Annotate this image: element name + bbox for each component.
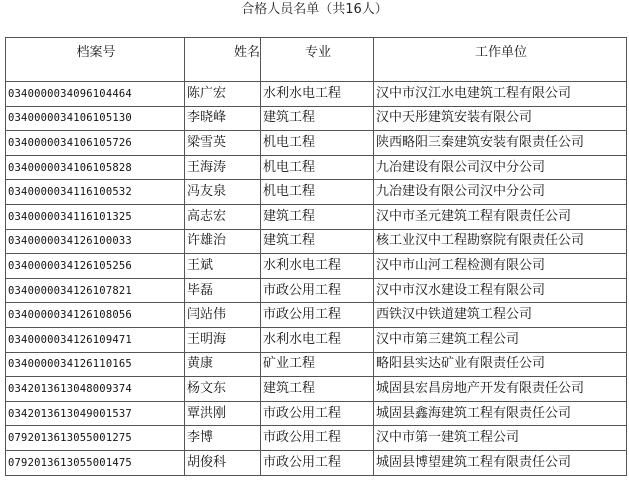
major-cell: 建筑工程 [261,229,374,254]
name-cell: 杨文东 [185,377,261,402]
employer-cell: 九冶建设有限公司汉中分公司 [374,155,627,180]
name-cell: 毕磊 [185,278,261,303]
employer-cell: 汉中市汉水建设工程有限公司 [374,278,627,303]
major-cell: 机电工程 [261,155,374,180]
file-number-cell: 0340000034106105828 [6,155,185,180]
file-number-cell: 0792013613055001275 [6,426,185,451]
name-cell: 胡俊科 [185,450,261,475]
major-cell: 建筑工程 [261,377,374,402]
table-body [6,82,627,476]
table-row [6,155,627,180]
table-row [6,106,627,131]
table-row [6,131,627,156]
table-row [6,278,627,303]
major-cell: 水利水电工程 [261,82,374,107]
header-employer: 工作单位 [374,38,627,82]
file-number-cell: 0340000034106105726 [6,131,185,156]
table-row [6,327,627,352]
file-number-cell: 0342013613048009374 [6,377,185,402]
employer-cell: 略阳县实达矿业有限责任公司 [374,352,627,377]
name-cell: 王明海 [185,327,261,352]
employer-cell: 汉中市第三建筑工程公司 [374,327,627,352]
header-name: 姓名 [185,38,261,82]
qualified-personnel-table [5,37,627,476]
employer-cell: 汉中市圣元建筑工程有限责任公司 [374,204,627,229]
table-row [6,254,627,279]
table-row [6,229,627,254]
major-cell: 市政公用工程 [261,303,374,328]
file-number-cell: 0792013613055001475 [6,450,185,475]
file-number-cell: 0340000034126108056 [6,303,185,328]
employer-cell: 城固县鑫海建筑工程有限责任公司 [374,401,627,426]
major-cell: 机电工程 [261,131,374,156]
file-number-cell: 0340000034116101325 [6,204,185,229]
name-cell: 许雄治 [185,229,261,254]
employer-cell: 陕西略阳三秦建筑安装有限责任公司 [374,131,627,156]
table-header-row [6,38,627,82]
major-cell: 市政公用工程 [261,426,374,451]
employer-cell: 九冶建设有限公司汉中分公司 [374,180,627,205]
employer-cell: 汉中市第一建筑工程公司 [374,426,627,451]
table-row [6,204,627,229]
file-number-cell: 0342013613049001537 [6,401,185,426]
file-number-cell: 0340000034116100532 [6,180,185,205]
table-row [6,352,627,377]
header-major: 专业 [261,38,374,82]
table-row [6,450,627,475]
table-row [6,426,627,451]
name-cell: 陈广宏 [185,82,261,107]
name-cell: 李晓峰 [185,106,261,131]
name-cell: 黄康 [185,352,261,377]
file-number-cell: 0340000034126109471 [6,327,185,352]
file-number-cell: 0340000034126107821 [6,278,185,303]
major-cell: 机电工程 [261,180,374,205]
major-cell: 市政公用工程 [261,401,374,426]
table-row [6,82,627,107]
name-cell: 李博 [185,426,261,451]
name-cell: 王海涛 [185,155,261,180]
major-cell: 建筑工程 [261,106,374,131]
employer-cell: 汉中市汉江水电建筑工程有限公司 [374,82,627,107]
file-number-cell: 0340000034106105130 [6,106,185,131]
major-cell: 矿业工程 [261,352,374,377]
employer-cell: 汉中天彤建筑安装有限公司 [374,106,627,131]
table-row [6,401,627,426]
major-cell: 市政公用工程 [261,278,374,303]
name-cell: 冯友泉 [185,180,261,205]
file-number-cell: 0340000034126100033 [6,229,185,254]
employer-cell: 核工业汉中工程勘察院有限责任公司 [374,229,627,254]
file-number-cell: 0340000034096104464 [6,82,185,107]
table-row [6,377,627,402]
name-cell: 闫站伟 [185,303,261,328]
employer-cell: 城固县宏昌房地产开发有限责任公司 [374,377,627,402]
major-cell: 水利水电工程 [261,254,374,279]
name-cell: 王斌 [185,254,261,279]
major-cell: 市政公用工程 [261,450,374,475]
employer-cell: 汉中市山河工程检测有限公司 [374,254,627,279]
employer-cell: 西铁汉中铁道建筑工程公司 [374,303,627,328]
employer-cell: 城固县博望建筑工程有限责任公司 [374,450,627,475]
name-cell: 覃洪刚 [185,401,261,426]
page-title: 合格人员名单（共16人） [241,2,388,17]
major-cell: 建筑工程 [261,204,374,229]
table-row [6,180,627,205]
name-cell: 高志宏 [185,204,261,229]
table-row [6,303,627,328]
major-cell: 水利水电工程 [261,327,374,352]
file-number-cell: 0340000034126105256 [6,254,185,279]
header-file-number: 档案号 [6,38,185,82]
name-cell: 梁雪英 [185,131,261,156]
file-number-cell: 0340000034126110165 [6,352,185,377]
